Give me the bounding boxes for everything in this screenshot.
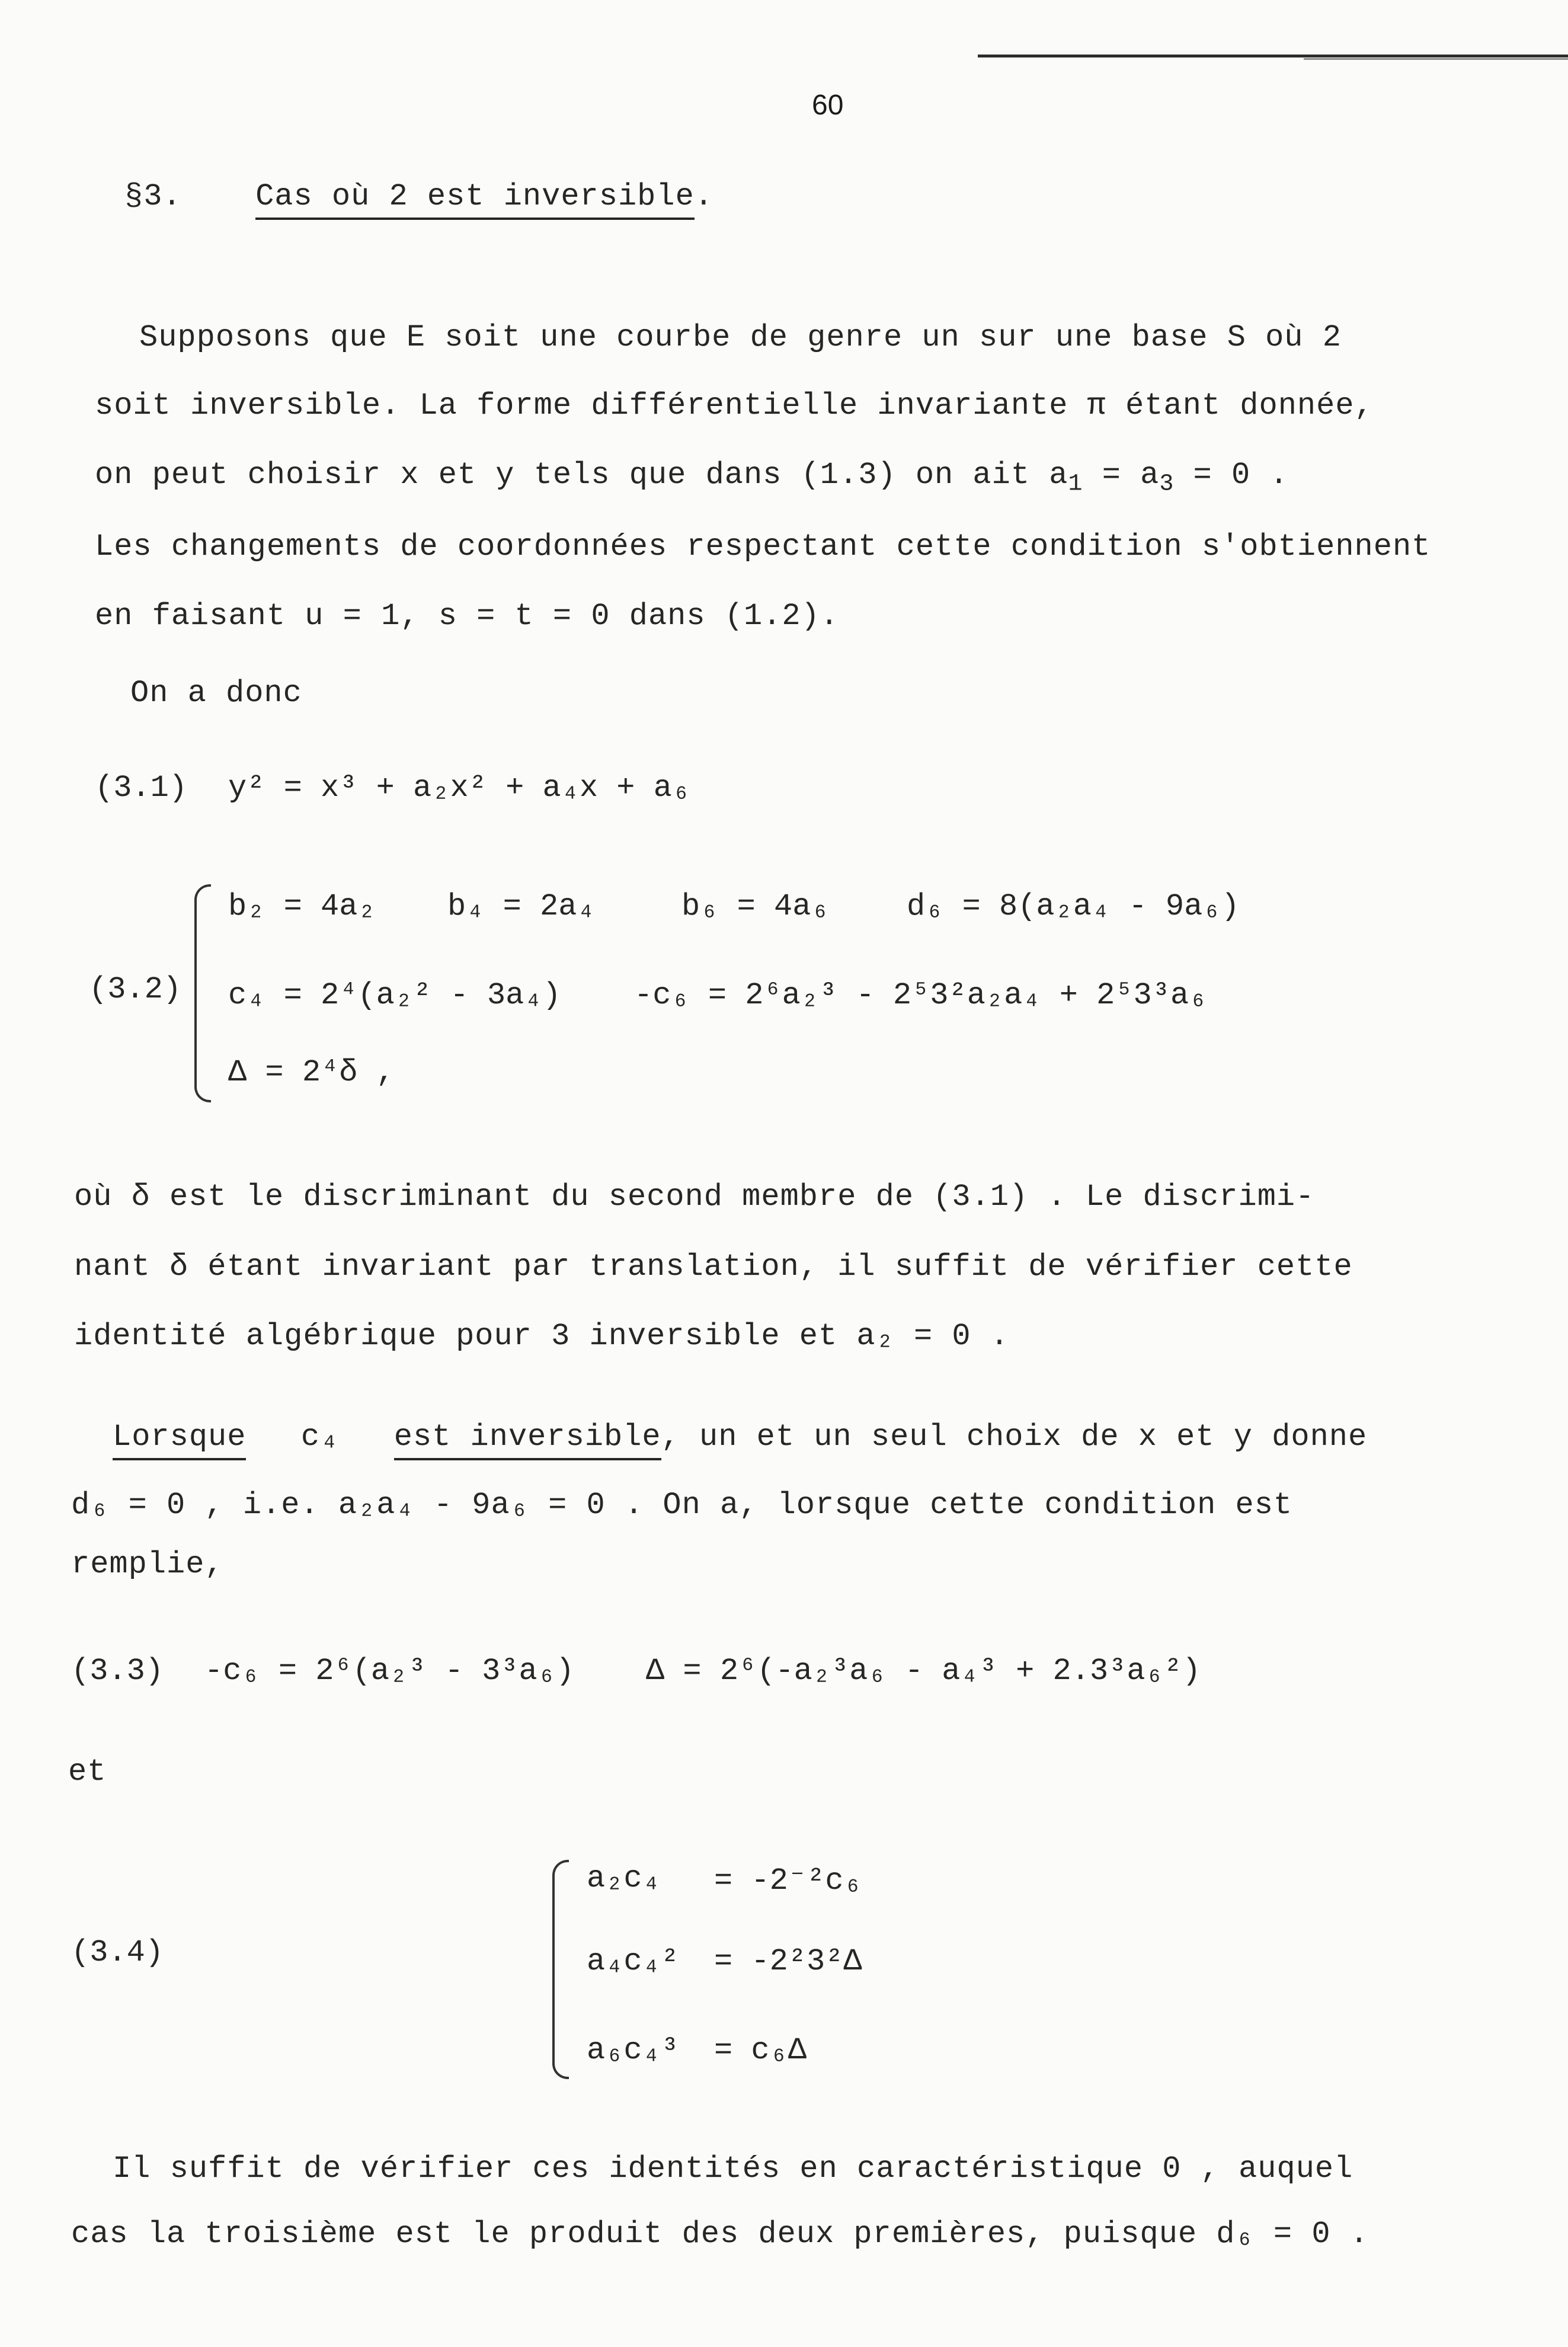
para2-line-1: où δ est le discriminant du second membre de (3.1) . Le discrimi- (74, 1179, 1315, 1214)
eq-3-4-row2-lhs: a₄c₄² (587, 1944, 680, 1979)
eq-3-2-c4: c₄ = 2⁴(a₂² - 3a₄) (228, 978, 561, 1013)
para1-eq-mid: = a (1083, 458, 1160, 493)
eq-3-4-row1-lhs: a₂c₄ (587, 1861, 661, 1896)
eq-3-4-label: (3.4) (71, 1935, 164, 1970)
para2-line-3: identité algébrique pour 3 inversible et a₂ = 0 . (74, 1319, 1010, 1354)
eq-3-2-b4: b₄ = 2a₄ (447, 889, 596, 924)
para4-line-1: Il suffit de vérifier ces identités en caractéristique 0 , auquel (113, 2151, 1353, 2186)
eq-3-1-label: (3.1) (95, 770, 188, 805)
lorsque-underlined: Lorsque (113, 1419, 246, 1460)
scan-edge-line (978, 55, 1568, 57)
on-a-donc: On a donc (130, 676, 302, 711)
eq-3-2-b2: b₂ = 4a₂ (228, 889, 376, 924)
para1-line-4: Les changements de coordonnées respectant cette condition s'obtiennent (95, 529, 1431, 564)
a1-subscript: 1 (1068, 471, 1083, 498)
para1-eq-tail: = 0 . (1174, 458, 1289, 493)
eq-3-2-c6: -c₆ = 2⁶a₂³ - 2⁵3²a₂a₄ + 2⁵3³a₆ (634, 978, 1208, 1013)
section-title: Cas où 2 est inversible (255, 179, 695, 220)
para1-line-3 (95, 458, 1289, 497)
eq-3-2-label: (3.2) (89, 972, 182, 1007)
eq-3-3-label: (3.3) (71, 1654, 164, 1689)
eq-3-4-row2-rhs: = -2²3²Δ (714, 1944, 862, 1979)
para1-line-5: en faisant u = 1, s = t = 0 dans (1.2). (95, 599, 839, 634)
et-word: et (68, 1754, 107, 1789)
eq-3-2-brace (194, 884, 211, 1102)
eq-3-1-body: y² = x³ + a₂x² + a₄x + a₆ (228, 770, 691, 805)
eq-3-2-delta: Δ = 2⁴δ , (228, 1055, 395, 1090)
section-marker: §3. (124, 179, 182, 214)
page-number: 60 (812, 89, 844, 121)
eq-3-2-d6: d₆ = 8(a₂a₄ - 9a₆) (907, 889, 1240, 924)
a3-subscript: 3 (1159, 471, 1175, 498)
eq-3-4-brace (552, 1860, 569, 2079)
para2-line-2: nant δ étant invariant par translation, il suffit de vérifier cette (74, 1249, 1353, 1284)
para3-line-1 (113, 1419, 1367, 1454)
eq-3-4-row1-rhs: = -2⁻²c₆ (714, 1863, 862, 1898)
eq-3-4-row3-lhs: a₆c₄³ (587, 2033, 680, 2068)
para1-line-1: Supposons que E soit une courbe de genre un sur une base S où 2 (139, 320, 1342, 355)
c4-symbol: c₄ (300, 1419, 340, 1454)
para4-line-2: cas la troisième est le produit des deux premières, puisque d₆ = 0 . (71, 2217, 1369, 2252)
est-inversible-underlined: est inversible (394, 1419, 661, 1460)
eq-3-2-b6: b₆ = 4a₆ (681, 889, 830, 924)
section-period: . (694, 179, 713, 214)
para1-line-2: soit inversible. La forme différentielle invariante π étant donnée, (95, 388, 1374, 423)
scan-edge-shadow (1304, 58, 1568, 60)
para3-line-3: remplie, (71, 1547, 224, 1582)
eq-3-3-right: Δ = 2⁶(-a₂³a₆ - a₄³ + 2.3³a₆²) (646, 1654, 1201, 1689)
para3-line-2: d₆ = 0 , i.e. a₂a₄ - 9a₆ = 0 . On a, lorsque cette condition est (71, 1488, 1293, 1523)
para3-line-1-rest: , un et un seul choix de x et y donne (661, 1419, 1368, 1454)
para1-line-3-text: on peut choisir x et y tels que dans (1.3) on ait a (95, 458, 1068, 493)
eq-3-4-row3-rhs: = c₆Δ (714, 2033, 807, 2068)
section-heading (124, 179, 713, 214)
eq-3-3-left: -c₆ = 2⁶(a₂³ - 3³a₆) (204, 1654, 575, 1689)
